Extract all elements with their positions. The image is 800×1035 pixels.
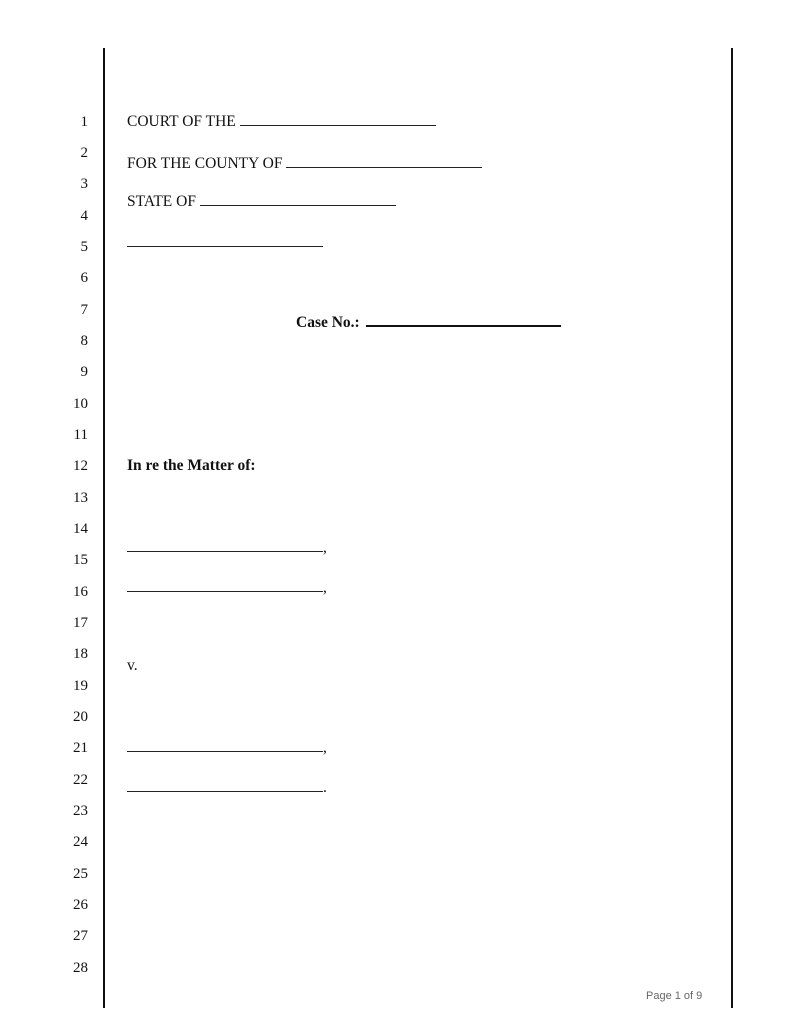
page-number: Page 1 of 9 xyxy=(646,990,703,1002)
line-number: 7 xyxy=(80,302,88,318)
matter-heading: In re the Matter of: xyxy=(127,457,256,474)
line-number: 6 xyxy=(80,270,88,286)
court-of-line xyxy=(127,112,436,132)
state-name-blank xyxy=(200,204,396,206)
party-2-blank xyxy=(127,590,323,592)
party-line-3 xyxy=(127,738,327,758)
line-number: 14 xyxy=(73,521,88,537)
line-number: 11 xyxy=(73,427,88,443)
party-1-blank xyxy=(127,550,323,552)
right-margin-rule xyxy=(731,48,733,1008)
line-number: 1 xyxy=(80,114,88,130)
party-4-blank xyxy=(127,790,323,792)
caption-blank xyxy=(127,245,323,247)
court-of-label: COURT OF THE xyxy=(127,113,236,130)
county-of-line xyxy=(127,154,482,174)
party-3-blank xyxy=(127,750,323,752)
county-name-blank xyxy=(286,166,482,168)
line-number: 26 xyxy=(73,897,88,913)
line-number: 10 xyxy=(73,396,88,412)
case-number-blank xyxy=(366,324,561,327)
case-number-label: Case No.: xyxy=(296,314,360,331)
line-number: 27 xyxy=(73,928,88,944)
line-number: 28 xyxy=(73,960,88,976)
line-number: 5 xyxy=(80,239,88,255)
state-of-label: STATE OF xyxy=(127,193,196,210)
line-number: 3 xyxy=(80,176,88,192)
line-number: 23 xyxy=(73,803,88,819)
line-number: 16 xyxy=(73,584,88,600)
line-number: 17 xyxy=(73,615,88,631)
line-number: 9 xyxy=(80,364,88,380)
party-3-punct: , xyxy=(323,739,327,756)
line-number: 25 xyxy=(73,866,88,882)
line-number: 18 xyxy=(73,646,88,662)
line-number: 22 xyxy=(73,772,88,788)
case-number-line xyxy=(296,313,561,333)
county-of-label: FOR THE COUNTY OF xyxy=(127,155,283,172)
court-name-blank xyxy=(240,124,436,126)
party-line-4 xyxy=(127,778,327,798)
party-line-1 xyxy=(127,538,327,558)
line-number: 15 xyxy=(73,552,88,568)
state-of-line xyxy=(127,192,396,212)
line-number: 21 xyxy=(73,740,88,756)
line-number: 4 xyxy=(80,208,88,224)
line-number: 13 xyxy=(73,490,88,506)
line-number: 20 xyxy=(73,709,88,725)
party-2-punct: , xyxy=(323,579,327,596)
line-number: 8 xyxy=(80,333,88,349)
line-number: 24 xyxy=(73,834,88,850)
party-4-punct: . xyxy=(323,779,327,796)
line-number: 19 xyxy=(73,678,88,694)
left-margin-rule xyxy=(103,48,105,1008)
line-number: 12 xyxy=(73,458,88,474)
versus-label: v. xyxy=(127,657,138,674)
party-1-punct: , xyxy=(323,539,327,556)
party-line-2 xyxy=(127,578,327,598)
line-number: 2 xyxy=(80,145,88,161)
caption-blank-line xyxy=(127,233,323,253)
